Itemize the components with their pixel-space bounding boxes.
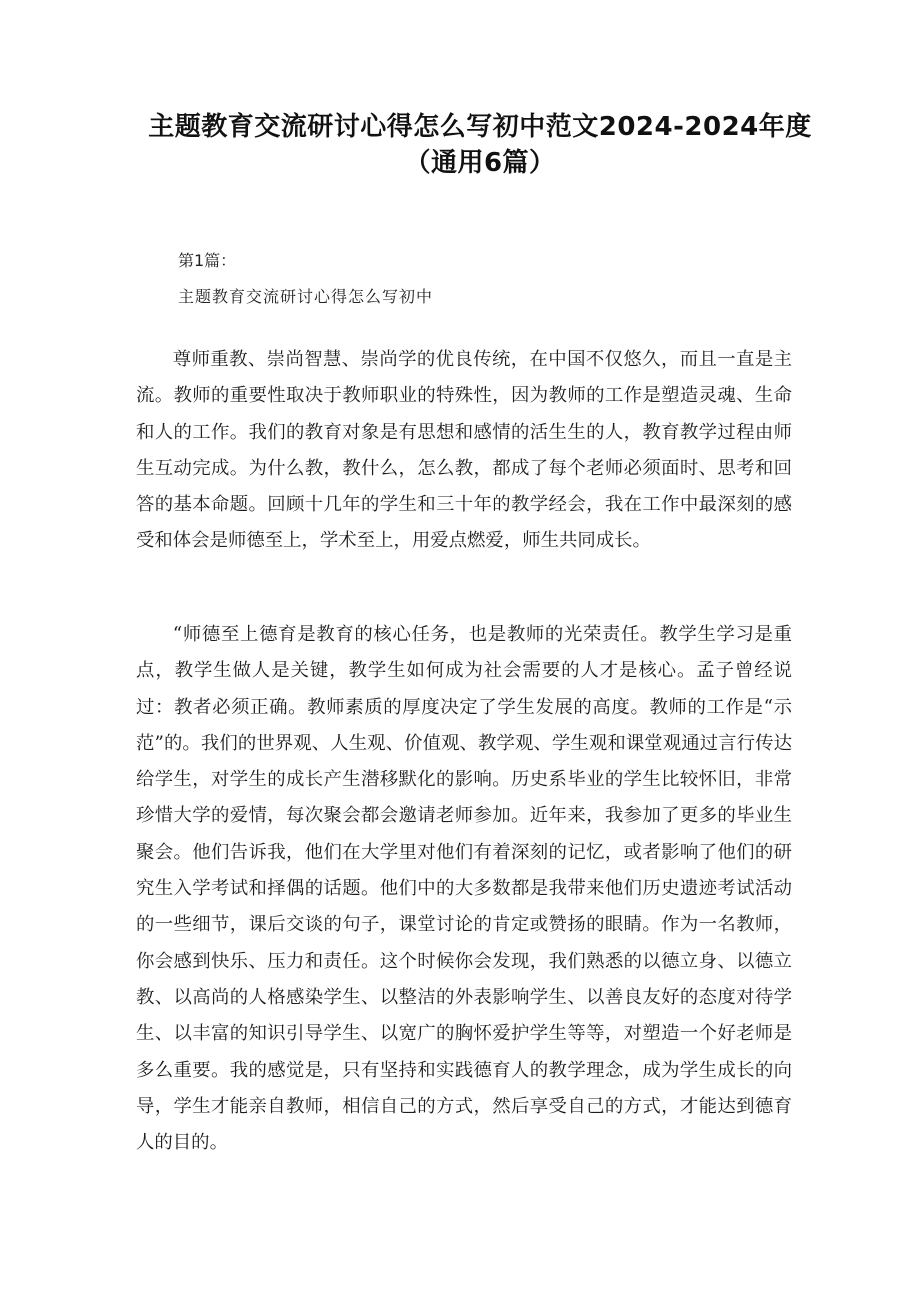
body-paragraph-2: “师德至上德育是教育的核心任务，也是教师的光荣责任。教学生学习是重点，教学生做人是关键，教学生如何成为社会需要的人才是核心。孟子曾经说过：教者必须正确。教师素质的厚度决定了学生发展的高度。教师的工作是“示范”的。我们的世界观、人生观、价值观、教学观、学生观和课堂观通过言行传达给学生，对学生的成长产生潜移默化的影响。历史系毕业的学生比较怀旧，非常珍惜大学的爱情，每次聚会都会邀请老师参加。近年来，我参加了更多的毕业生聚会。他们告诉我，他们在大学里对他们有着深刻的记忆，或者影响了他们的研究生入学考试和择偶的话题。他们中的大多数都是我带来他们历史遗迹考试活动的一些细节，课后交谈的句子，课堂讨论的肯定或赞扬的眼睛。作为一名教师，你会感到快乐、压力和责任。这个时候你会发现，我们熟悉的以德立身、以德立教、以高尚的人格感染学生、以整洁的外表影响学生、以善良友好的态度对待学生、以丰富的知识引导学生、以宽广的胸怀爱护学生等等，对塑造一个好老师是多么重要。我的感觉是，只有坚持和实践德育人的教学理念，成为学生成长的向导，学生才能亲自教师，相信自己的方式，然后享受自己的方式，才能达到德育人的目的。 [136, 624, 792, 1154]
document-title: 主题教育交流研讨心得怎么写初中范文2024-2024年度 [148, 112, 812, 142]
section-label: 第1篇： [178, 251, 237, 270]
body-paragraph-1: 尊师重教、崇尚智慧、崇尚学的优良传统，在中国不仅悠久，而且一直是主流。教师的重要性取决于教师职业的特殊性，因为教师的工作是塑造灵魂、生命和人的工作。我们的教育对象是有思想和感情的活生生的人，教育教学过程由师生互动完成。为什么教，教什么，怎么教，都成了每个老师必须面时、思考和回答的基本命题。回顾十几年的学生和三十年的教学经会，我在工作中最深刻的感受和体会是师德至上，学术至上，用爱点燃爱，师生共同成长。 [136, 349, 792, 552]
document-title-suffix: （通用6篇） [404, 148, 556, 178]
section-subtitle: 主题教育交流研讨心得怎么写初中 [178, 287, 434, 306]
